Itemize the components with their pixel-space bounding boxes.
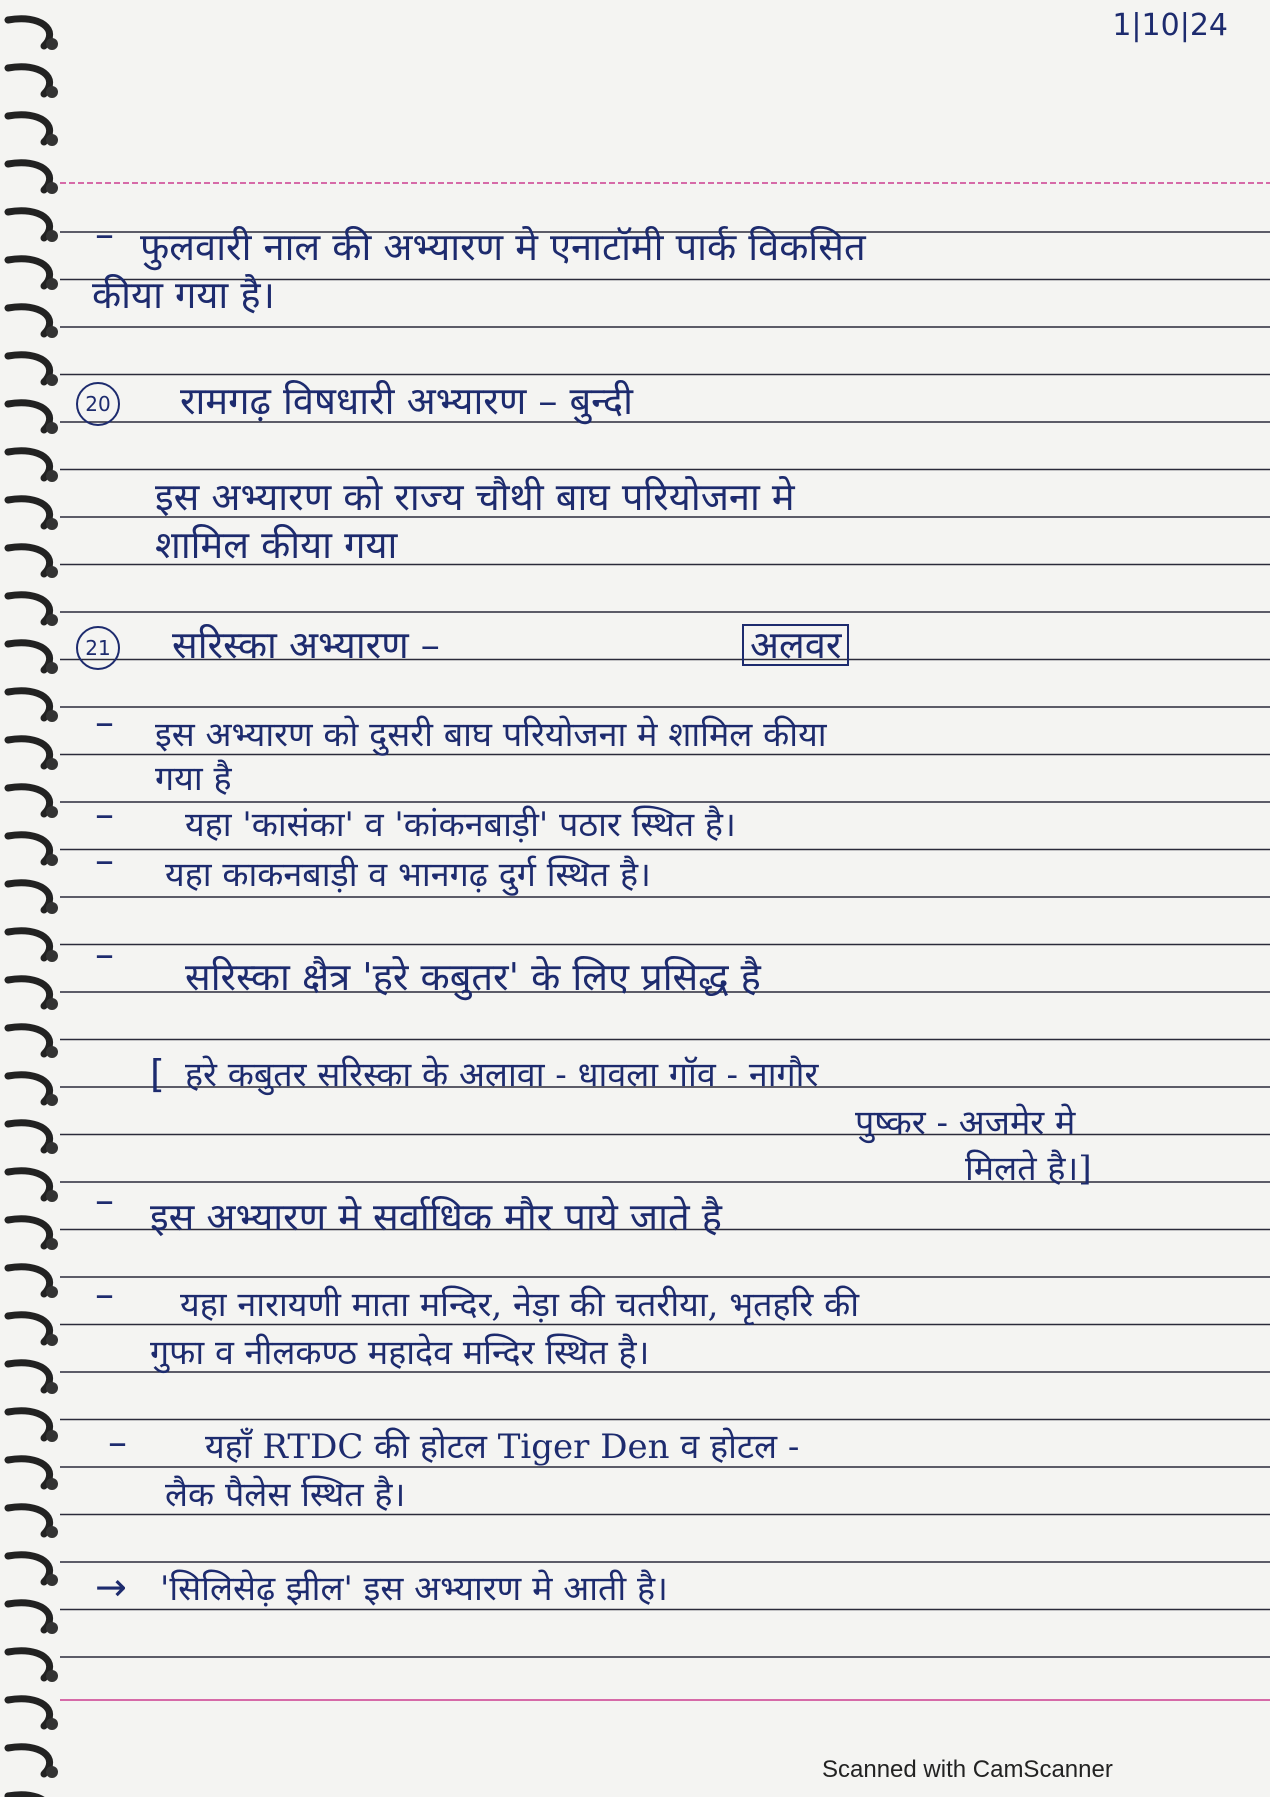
- punch-hole: [46, 1478, 58, 1490]
- punch-hole: [46, 902, 58, 914]
- spiral-coil: [8, 1507, 50, 1534]
- spiral-coil: [8, 1219, 50, 1246]
- punch-hole: [46, 998, 58, 1010]
- punch-hole: [46, 38, 58, 50]
- spiral-coil: [8, 355, 50, 382]
- spiral-coil: [8, 1267, 50, 1294]
- bullet-dash: –: [95, 212, 114, 256]
- punch-hole: [46, 758, 58, 770]
- punch-hole: [46, 1430, 58, 1442]
- punch-hole: [46, 1670, 58, 1682]
- section-title: सरिस्का अभ्यारण –: [172, 623, 440, 667]
- spiral-coil: [8, 787, 50, 814]
- location-box: अलवर: [742, 624, 849, 666]
- spiral-coil: [8, 1123, 50, 1150]
- spiral-coil: [8, 259, 50, 286]
- bullet-dash: –: [95, 932, 114, 976]
- spiral-coil: [8, 547, 50, 574]
- spiral-coil: [8, 1555, 50, 1582]
- bullet-dash: –: [95, 1272, 114, 1316]
- spiral-coil: [8, 211, 50, 238]
- bullet-dash: –: [95, 792, 114, 836]
- spiral-coil: [8, 1459, 50, 1486]
- spiral-coil: [8, 691, 50, 718]
- spiral-coil: [8, 1603, 50, 1630]
- spiral-coil: [8, 931, 50, 958]
- punch-hole: [46, 1286, 58, 1298]
- spiral-coil: [8, 1075, 50, 1102]
- section-number: 21: [76, 626, 120, 670]
- scanner-watermark: Scanned with CamScanner: [822, 1756, 1113, 1783]
- note-line: कीया गया है।: [92, 273, 275, 317]
- spiral-coil: [8, 115, 50, 142]
- punch-hole: [46, 710, 58, 722]
- arrow-marker: →: [95, 1565, 127, 1609]
- punch-hole: [46, 806, 58, 818]
- spiral-coil: [8, 19, 50, 46]
- note-line: यहा नारायणी माता मन्दिर, नेड़ा की चतरीया, भृतहरि की: [180, 1285, 860, 1325]
- spiral-coil: [8, 1747, 50, 1774]
- punch-hole: [46, 1238, 58, 1250]
- punch-hole: [46, 518, 58, 530]
- spiral-coil: [8, 1363, 50, 1390]
- spiral-coil: [8, 595, 50, 622]
- note-line: यहा काकनबाड़ी व भानगढ़ दुर्ग स्थित है।: [165, 855, 651, 895]
- punch-hole: [46, 1142, 58, 1154]
- punch-hole: [46, 374, 58, 386]
- punch-hole: [46, 326, 58, 338]
- punch-hole: [46, 1190, 58, 1202]
- ruled-lines: [60, 0, 1270, 1797]
- bullet-dash: –: [108, 1420, 127, 1464]
- spiral-coil: [8, 883, 50, 910]
- punch-hole: [46, 230, 58, 242]
- punch-hole: [46, 1094, 58, 1106]
- note-line: गया है: [155, 759, 232, 799]
- spiral-coil: [8, 1411, 50, 1438]
- punch-hole: [46, 1334, 58, 1346]
- punch-hole: [46, 950, 58, 962]
- punch-hole: [46, 1718, 58, 1730]
- punch-hole: [46, 86, 58, 98]
- note-line: शामिल कीया गया: [155, 523, 398, 567]
- punch-hole: [46, 566, 58, 578]
- punch-hole: [46, 1046, 58, 1058]
- spiral-coil: [8, 1699, 50, 1726]
- punch-hole: [46, 854, 58, 866]
- spiral-coil: [8, 979, 50, 1006]
- bullet-dash: –: [95, 1178, 114, 1222]
- punch-hole: [46, 470, 58, 482]
- punch-hole: [46, 614, 58, 626]
- note-line: इस अभ्यारण को दुसरी बाघ परियोजना मे शामिल कीया: [155, 715, 827, 755]
- punch-hole: [46, 1382, 58, 1394]
- note-line: पुष्कर - अजमेर मे: [855, 1103, 1076, 1143]
- punch-hole: [46, 182, 58, 194]
- note-line: लैक पैलेस स्थित है।: [165, 1475, 406, 1515]
- note-line: 'सिलिसेढ़ झील' इस अभ्यारण मे आती है।: [160, 1569, 668, 1609]
- spiral-coil: [8, 1171, 50, 1198]
- spiral-coil: [8, 739, 50, 766]
- spiral-coil: [8, 1315, 50, 1342]
- note-line: गुफा व नीलकण्ठ महादेव मन्दिर स्थित है।: [150, 1333, 650, 1373]
- date-label: 1|10|24: [1112, 8, 1228, 43]
- spiral-coil: [8, 403, 50, 430]
- note-line: यहा 'कासंका' व 'कांकनबाड़ी' पठार स्थित है।: [185, 805, 736, 845]
- bullet-dash: –: [95, 700, 114, 744]
- note-line: सरिस्का क्षैत्र 'हरे कबुतर' के लिए प्रसिद्ध है: [185, 955, 761, 999]
- punch-hole: [46, 134, 58, 146]
- punch-hole: [46, 278, 58, 290]
- spiral-coil: [8, 499, 50, 526]
- spiral-coil: [8, 307, 50, 334]
- punch-hole: [46, 422, 58, 434]
- section-title: रामगढ़ विषधारी अभ्यारण – बुन्दी: [180, 379, 633, 423]
- bracket-marker: [: [150, 1052, 165, 1096]
- spiral-coil: [8, 835, 50, 862]
- spiral-coil: [8, 163, 50, 190]
- note-line: इस अभ्यारण को राज्य चौथी बाघ परियोजना मे: [155, 475, 795, 519]
- spiral-coil: [8, 451, 50, 478]
- bullet-dash: –: [95, 838, 114, 882]
- note-line: इस अभ्यारण मे सर्वाधिक मौर पाये जाते है: [150, 1195, 722, 1239]
- punch-hole: [46, 1766, 58, 1778]
- punch-hole: [46, 1574, 58, 1586]
- punch-hole: [46, 1526, 58, 1538]
- note-line: हरे कबुतर सरिस्का के अलावा - धावला गॉव - नागौर: [185, 1055, 819, 1095]
- punch-hole: [46, 662, 58, 674]
- section-number: 20: [76, 382, 120, 426]
- note-line: फुलवारी नाल की अभ्यारण मे एनाटॉमी पार्क विकसित: [140, 225, 866, 269]
- spiral-coil: [8, 1651, 50, 1678]
- note-line: मिलते है।]: [965, 1149, 1092, 1189]
- spiral-coil: [8, 67, 50, 94]
- punch-hole: [46, 1622, 58, 1634]
- spiral-coil: [8, 643, 50, 670]
- note-line: यहाँ RTDC की होटल Tiger Den व होटल -: [205, 1427, 800, 1467]
- spiral-coil: [8, 1027, 50, 1054]
